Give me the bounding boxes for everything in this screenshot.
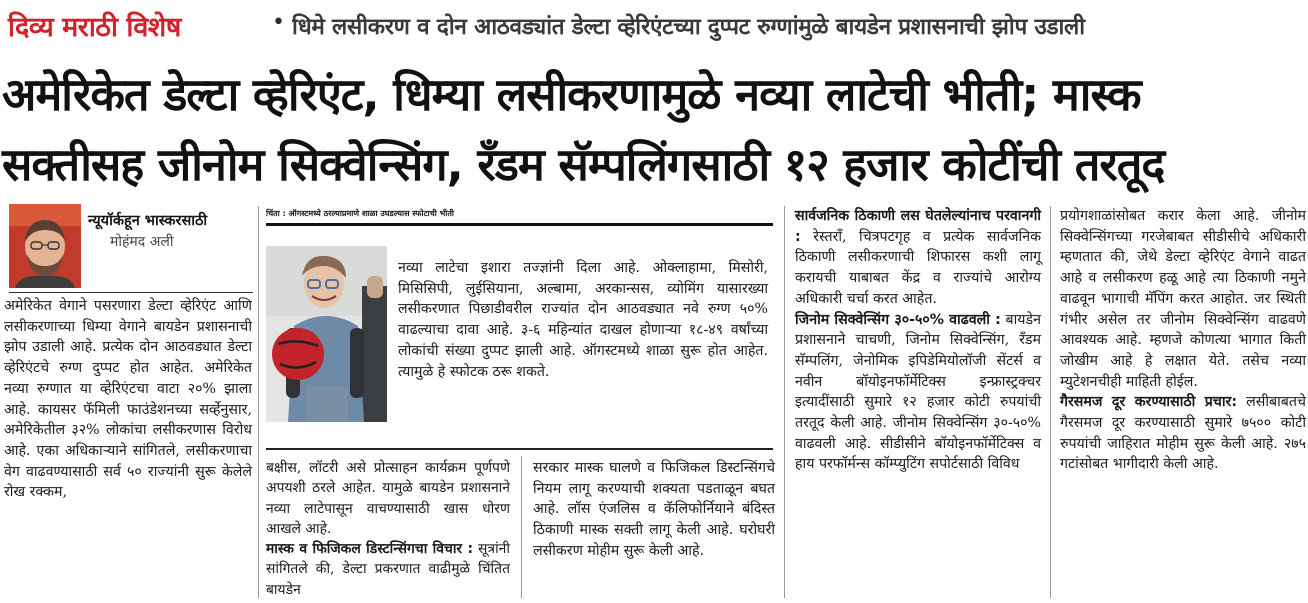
col4-paragraph-1-text: रेस्तराँ, चित्रपटगृह व प्रत्येक सार्वजनिक ठिकाणी लसीकरणाची शिफारस कशी लागू करायची याबाबत केंद्र व राज्यांचे आरोग्य अधिकारी चर्चा करत आहेत. <box>795 228 1041 307</box>
col3-paragraph: सरकार मास्क घालणे व फिजिकल डिस्टन्सिंगचे नियम लागू करण्याची शक्यता पडताळून बघत आहे. लॉस एंजलिस व कॅलिफोर्नियाने बंदिस्त ठिकाणी मास्क सक्ती लागू केली आहे. घरोघरी लसीकरण मोहीम सुरू केली आहे. <box>533 460 775 559</box>
article-column-2 <box>266 458 510 600</box>
headline-line-1: अमेरिकेत डेल्टा व्हेरिएंट, धिम्या लसीकरणामुळे नव्या लाटेची भीती; मास्क <box>2 68 1141 121</box>
col4-paragraph-2 <box>795 310 1041 476</box>
box-story-title: चिंता : ऑगस्टमध्ये ठरल्याप्रमाणे शाळा उघडल्यास स्फोटाची भीती <box>266 208 773 226</box>
col2-paragraph-1: बक्षीस, लॉटरी असे प्रोत्साहन कार्यक्रम पूर्णपणे अपयशी ठरले आहेत. यामुळे बायडेन प्रशासनाने नव्या लाटेपासून वाचण्यासाठी खास धोरण आखले आहे. <box>266 460 510 537</box>
col4-paragraph-1 <box>795 206 1041 310</box>
section-brand: दिव्य मराठी विशेष <box>8 12 181 43</box>
box-paragraph: नव्या लाटेचा इशारा तज्ज्ञांनी दिला आहे. ओक्लाहामा, मिसोरी, मिसिसिपी, लुईसियाना, अल्बामा, अरकान्सस, व्योमिंग यासारख्या लसीकरणात पिछाडीवरील राज्यांत दोन आठवड्यात नवे रुग्ण ५०% वाढल्याचा दावा आहे. ३-६ महिन्यांत दाखल होणाऱ्या १८-४९ वर्षांच्या लोकांची संख्या दुप्पट झाली आहे. ऑगस्टमध्ये शाळा सुरू होत आहेत. त्यामुळे हे स्फोटक ठरू शकते. <box>398 260 768 380</box>
byline-divider <box>9 292 253 293</box>
column-rule <box>258 206 259 598</box>
col2-paragraph-2-text: सूत्रांनी सांगितले की, डेल्टा प्रकरणात वाढीमुळे चिंतित बायडेन <box>266 541 510 598</box>
col4-subheading-1: सार्वजनिक ठिकाणी लस घेतलेल्यांनाच परवानगी : <box>795 208 1041 245</box>
col5-paragraph-1: प्रयोगशाळांसोबत करार केला आहे. जीनोम सिक्वेन्सिंगच्या गरजेबाबत सीडीसीचे अधिकारी म्हणतात की, जेथे डेल्टा व्हेरिएंट वेगाने वाढत आहे व लसीकरण हळू आहे त्या ठिकाणी नमुने वाढवून भागाची मॅपिंग करत आहोत. जर स्थिती गंभीर असेल तर जीनोम सिक्वेन्सिंग वाढवणे आवश्यक आहे. म्हणजे कोणत्या भागात किती जोखीम आहे हे लक्षात येते. तसेच नव्या म्युटेशनचीही माहिती होईल. <box>1060 208 1306 390</box>
boy-with-ball-photo <box>266 246 387 422</box>
article-column-1 <box>4 296 252 503</box>
kicker-bullet: • <box>272 10 285 35</box>
article-column-5 <box>1060 206 1306 475</box>
author-photo <box>9 204 81 288</box>
column-rule <box>1050 206 1051 598</box>
col5-paragraph-2 <box>1060 392 1306 475</box>
col2-paragraph-2 <box>266 539 510 600</box>
box-story-text <box>398 258 768 382</box>
col4-subheading-2: जिनोम सिक्वेन्सिंग ३०-५०% वाढवली : <box>795 311 1001 328</box>
column-rule <box>784 206 785 598</box>
byline-author: मोहंमद अली <box>110 234 174 250</box>
col5-paragraph-2-text: लसीबाबतचे गैरसमज दूर करण्यासाठी सुमारे ७५०० कोटी रुपयांची जाहिरात मोहीम सुरू केली आहे. २७५ गटांसोबत भागीदारी केली आहे. <box>1060 394 1306 473</box>
byline-source: न्यूयॉर्कहून भास्करसाठी <box>88 213 208 229</box>
col1-paragraph: अमेरिकेत वेगाने पसरणारा डेल्टा व्हेरिएंट आणि लसीकरणाच्या धिम्या वेगाने बायडेन प्रशासनाची झोप उडाली आहे. प्रत्येक दोन आठवड्यात डेल्टा व्हेरिएंटचे रुग्ण दुप्पट होत आहेत. अमेरिकेत नव्या रुग्णात या व्हेरिएंटचा वाटा २०% झाला आहे. कायसर फॅमिली फाउंडेशनच्या सर्व्हेनुसार, अमेरिकेतील ३२% लोकांचा लसीकरणास विरोध आहे. एका अधिकाऱ्याने सांगितले, लसीकरणाचा वेग वाढवण्यासाठी सर्व ५० राज्यांनी सुरू केलेले रोख रक्कम, <box>4 298 252 501</box>
col4-paragraph-2-text: बायडेन प्रशासनाने चाचणी, जिनोम सिक्वेन्सिंग, रँडम सॅम्पलिंग, जेनोमिक इपिडेमियोलॉजी सेंटर्स व नवीन बॉयोइनफॉर्मेटिक्स इन्फ्रास्ट्रक्चर इत्यादींसाठी सुमारे १२ हजार कोटी रुपयांची तरतूद केली आहे. जीनोम सिक्वेन्सिंग ३०-५०% वाढवली आहे. सीडीसीने बॉयोइनफॉर्मेटिक्स व हाय परफॉर्मन्स कॉम्प्युटिंग सपोर्टसाठी विविध <box>795 311 1042 473</box>
col5-subheading: गैरसमज दूर करण्यासाठी प्रचार: <box>1060 394 1238 411</box>
article-column-3 <box>533 458 775 562</box>
headline-line-2: सक्तीसह जीनोम सिक्वेन्सिंग, रँडम सॅम्पलिंगसाठी १२ हजार कोटींची तरतूद <box>2 138 1165 191</box>
article-column-4 <box>795 206 1041 475</box>
kicker-text: धिमे लसीकरण व दोन आठवड्यांत डेल्टा व्हेरिएंटच्या दुप्पट रुग्णांमुळे बायडेन प्रशासनाची झोप उडाली <box>292 14 1085 40</box>
box-story-bottom-rule <box>266 448 773 450</box>
col2-subheading: मास्क व फिजिकल डिस्टन्सिंगचा विचार : <box>266 541 474 558</box>
column-rule <box>521 456 522 598</box>
